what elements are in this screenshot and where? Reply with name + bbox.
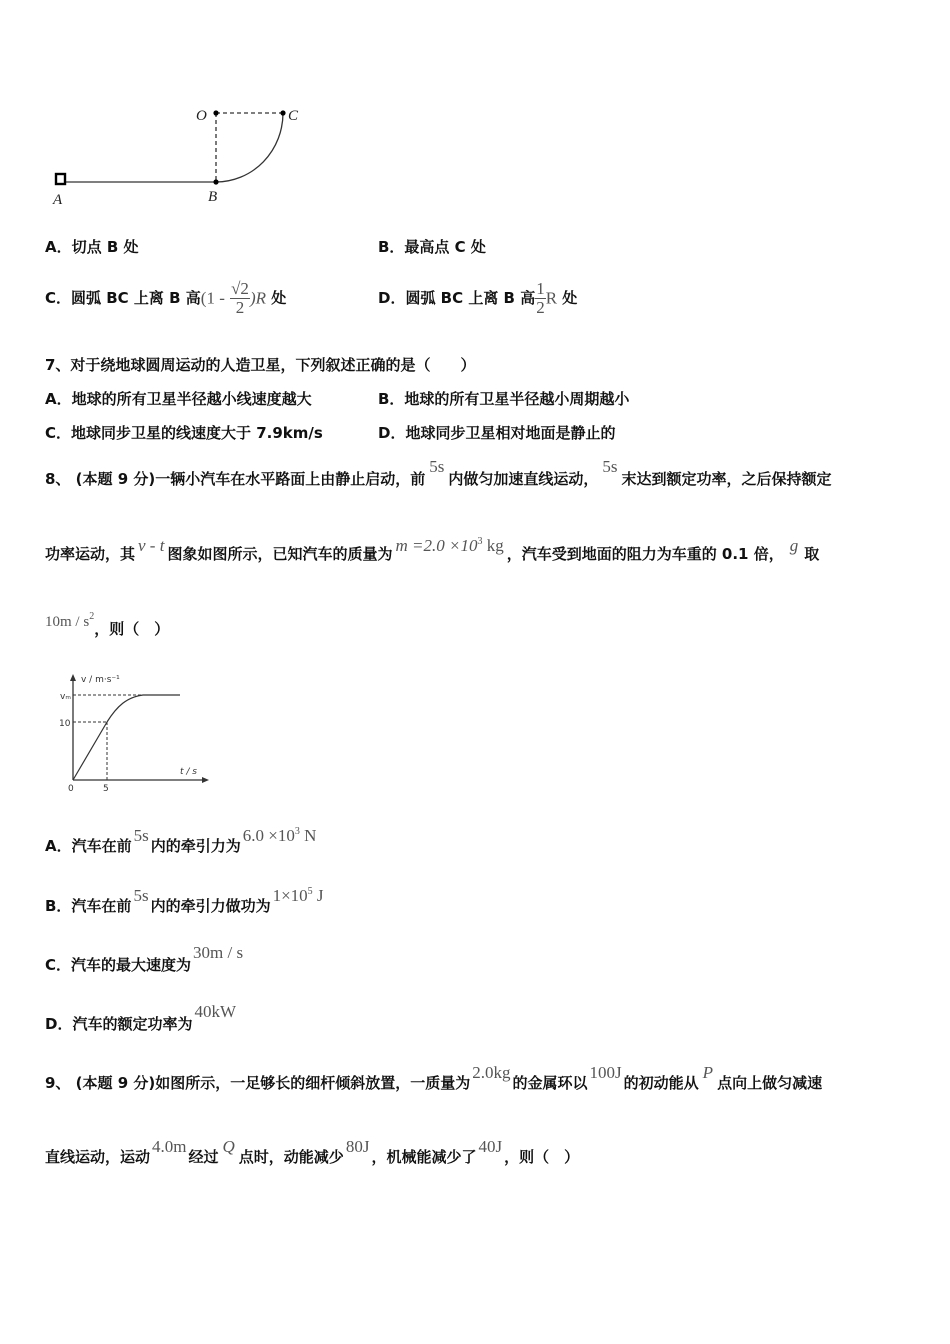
q8-l2-a: 功率运动，其 [45, 545, 136, 563]
q7-option-d[interactable]: D．地球同步卫星相对地面是静止的 [378, 424, 616, 442]
q6-option-c[interactable] [45, 272, 286, 324]
q9-l2-m2: Q [222, 1137, 235, 1156]
q6-option-a[interactable]: A．切点 B 处 [45, 238, 139, 256]
q9-l2-d: ，机械能减少了 [371, 1148, 477, 1166]
q9-l1-a: 9、 (本题 9 分)如图所示，一足够长的细杆倾斜放置，一质量为 [45, 1074, 471, 1092]
q6-c-num: √2 [231, 279, 249, 298]
vt-graph [55, 670, 215, 795]
q8-b-m2-unit: J [316, 886, 324, 905]
q8-l2-m2: m =2.0 ×10 [395, 536, 478, 555]
q9-l1-b: 的金属环以 [512, 1074, 588, 1092]
q8-g-value [45, 611, 95, 630]
point-c [280, 110, 285, 115]
q9-l1-m3: P [702, 1063, 714, 1082]
q8-l1-m2: 5s [602, 457, 618, 476]
q8-mass-value [395, 536, 503, 555]
label-a: A [53, 192, 63, 208]
q6-d-den: 2 [536, 298, 545, 317]
q6-c-math-close: )R [249, 288, 266, 308]
q9-l2-a: 直线运动，运动 [45, 1148, 151, 1166]
q6-c-den: 2 [235, 298, 245, 317]
q8-l3-m: 10m / s [45, 614, 90, 630]
q8-c-m: 30m / s [193, 943, 244, 962]
power-curve [107, 695, 180, 722]
q8-a-m2: 6.0 ×10 [242, 826, 295, 845]
q9-l1-c: 的初动能从 [623, 1074, 699, 1092]
q8-b-m1: 5s [133, 886, 149, 905]
q8-l3-m-sup: 2 [89, 611, 95, 622]
q8-b-m2-sup: 5 [307, 886, 313, 897]
y-axis-arrow [70, 674, 76, 681]
q7-stem: 7、对于绕地球圆周运动的人造卫星，下列叙述正确的是（ ） [45, 356, 476, 374]
y-axis-label: v / m·s⁻¹ [81, 675, 120, 685]
q8-stem-line2 [45, 536, 820, 564]
q8-b-text: B．汽车在前 [45, 897, 132, 915]
q9-l1-d: 点向上做匀减速 [717, 1074, 823, 1092]
label-o: O [196, 108, 207, 124]
q9-l2-b: 经过 [188, 1148, 219, 1166]
block-a [56, 174, 65, 184]
q8-l2-m1: v - t [138, 536, 165, 555]
q8-b-work-value [273, 886, 324, 905]
q6-c-prefix: C．圆弧 BC 上离 B 高 [45, 289, 201, 307]
q9-l1-m2: 100J [589, 1063, 622, 1082]
q8-d-m: 40kW [194, 1002, 236, 1021]
label-c: C [288, 108, 299, 124]
q6-option-b[interactable]: B．最高点 C 处 [378, 238, 486, 256]
q8-a-m2-sup: 3 [294, 826, 300, 837]
q6-c-suffix: 处 [271, 289, 287, 307]
q9-l2-c: 点时，动能减少 [238, 1148, 344, 1166]
q9-l2-m1: 4.0m [152, 1137, 187, 1156]
q8-l1-b: 内做匀加速直线运动， [448, 470, 599, 488]
q8-l2-c: ，汽车受到地面的阻力为车重的 0.1 倍， [506, 545, 784, 563]
accel-segment [73, 722, 107, 780]
x-axis-arrow [202, 777, 209, 783]
q8-l1-m1: 5s [429, 457, 445, 476]
vm-label: vₘ [60, 692, 71, 702]
q9-l2-e: ，则（ ） [504, 1148, 580, 1166]
q7-option-c[interactable]: C．地球同步卫星的线速度大于 7.9km/s [45, 424, 323, 442]
q9-stem-line2 [45, 1137, 580, 1167]
q8-c-text: C．汽车的最大速度为 [45, 956, 192, 974]
q8-l2-d: 取 [804, 545, 820, 563]
q8-b-mid: 内的牵引力做功为 [150, 897, 271, 915]
q8-a-force-value [243, 826, 317, 845]
point-o [213, 110, 218, 115]
q8-l1-a: 8、 (本题 9 分)一辆小汽车在水平路面上由静止启动，前 [45, 470, 426, 488]
q8-option-c[interactable] [45, 943, 244, 975]
q8-a-text: A．汽车在前 [45, 837, 132, 855]
q8-l3-a: ，则（ ） [94, 620, 170, 638]
q8-a-m2-unit: N [304, 826, 317, 845]
q8-l2-b: 图象如图所示，已知汽车的质量为 [167, 545, 393, 563]
label-b: B [208, 189, 218, 205]
q8-b-m2: 1×10 [272, 886, 308, 905]
x-axis-label: t / s [180, 767, 197, 777]
q6-option-d[interactable] [378, 272, 577, 324]
q8-a-m1: 5s [133, 826, 149, 845]
q8-a-mid: 内的牵引力为 [150, 837, 241, 855]
q8-l2-m2-sup: 3 [477, 536, 483, 547]
q8-option-a[interactable] [45, 826, 317, 856]
q6-d-prefix: D．圆弧 BC 上离 B 高 [378, 289, 536, 307]
point-b [213, 179, 218, 184]
origin-label: 0 [68, 784, 74, 794]
q6-d-num: 1 [536, 279, 545, 298]
q6-d-fraction [535, 280, 546, 317]
q9-stem-line1 [45, 1063, 823, 1093]
q8-l2-m3: g [789, 536, 799, 555]
q6-d-suffix: 处 [562, 289, 578, 307]
q8-option-d[interactable] [45, 1002, 236, 1034]
q6-d-r: R [545, 288, 558, 308]
q8-l2-m2-unit: kg [486, 536, 504, 555]
arc-bc [216, 113, 283, 182]
q8-l1-c: 末达到额定功率，之后保持额定 [621, 470, 832, 488]
q7-option-b[interactable]: B．地球的所有卫星半径越小周期越小 [378, 390, 630, 408]
q8-option-b[interactable] [45, 886, 324, 916]
q9-l2-m3: 80J [345, 1137, 370, 1156]
q8-d-text: D．汽车的额定功率为 [45, 1015, 193, 1033]
q7-option-a[interactable]: A．地球的所有卫星半径越小线速度越大 [45, 390, 312, 408]
q9-l1-m1: 2.0kg [472, 1063, 511, 1082]
v10-label: 10 [59, 719, 71, 729]
q6-c-math-open: (1 - [200, 288, 225, 308]
q9-l2-m4: 40J [478, 1137, 503, 1156]
q8-stem-line3 [45, 611, 170, 639]
t5-label: 5 [103, 784, 109, 794]
track-figure [45, 95, 315, 215]
q6-c-fraction [230, 280, 250, 317]
q8-stem-line1 [45, 457, 832, 489]
